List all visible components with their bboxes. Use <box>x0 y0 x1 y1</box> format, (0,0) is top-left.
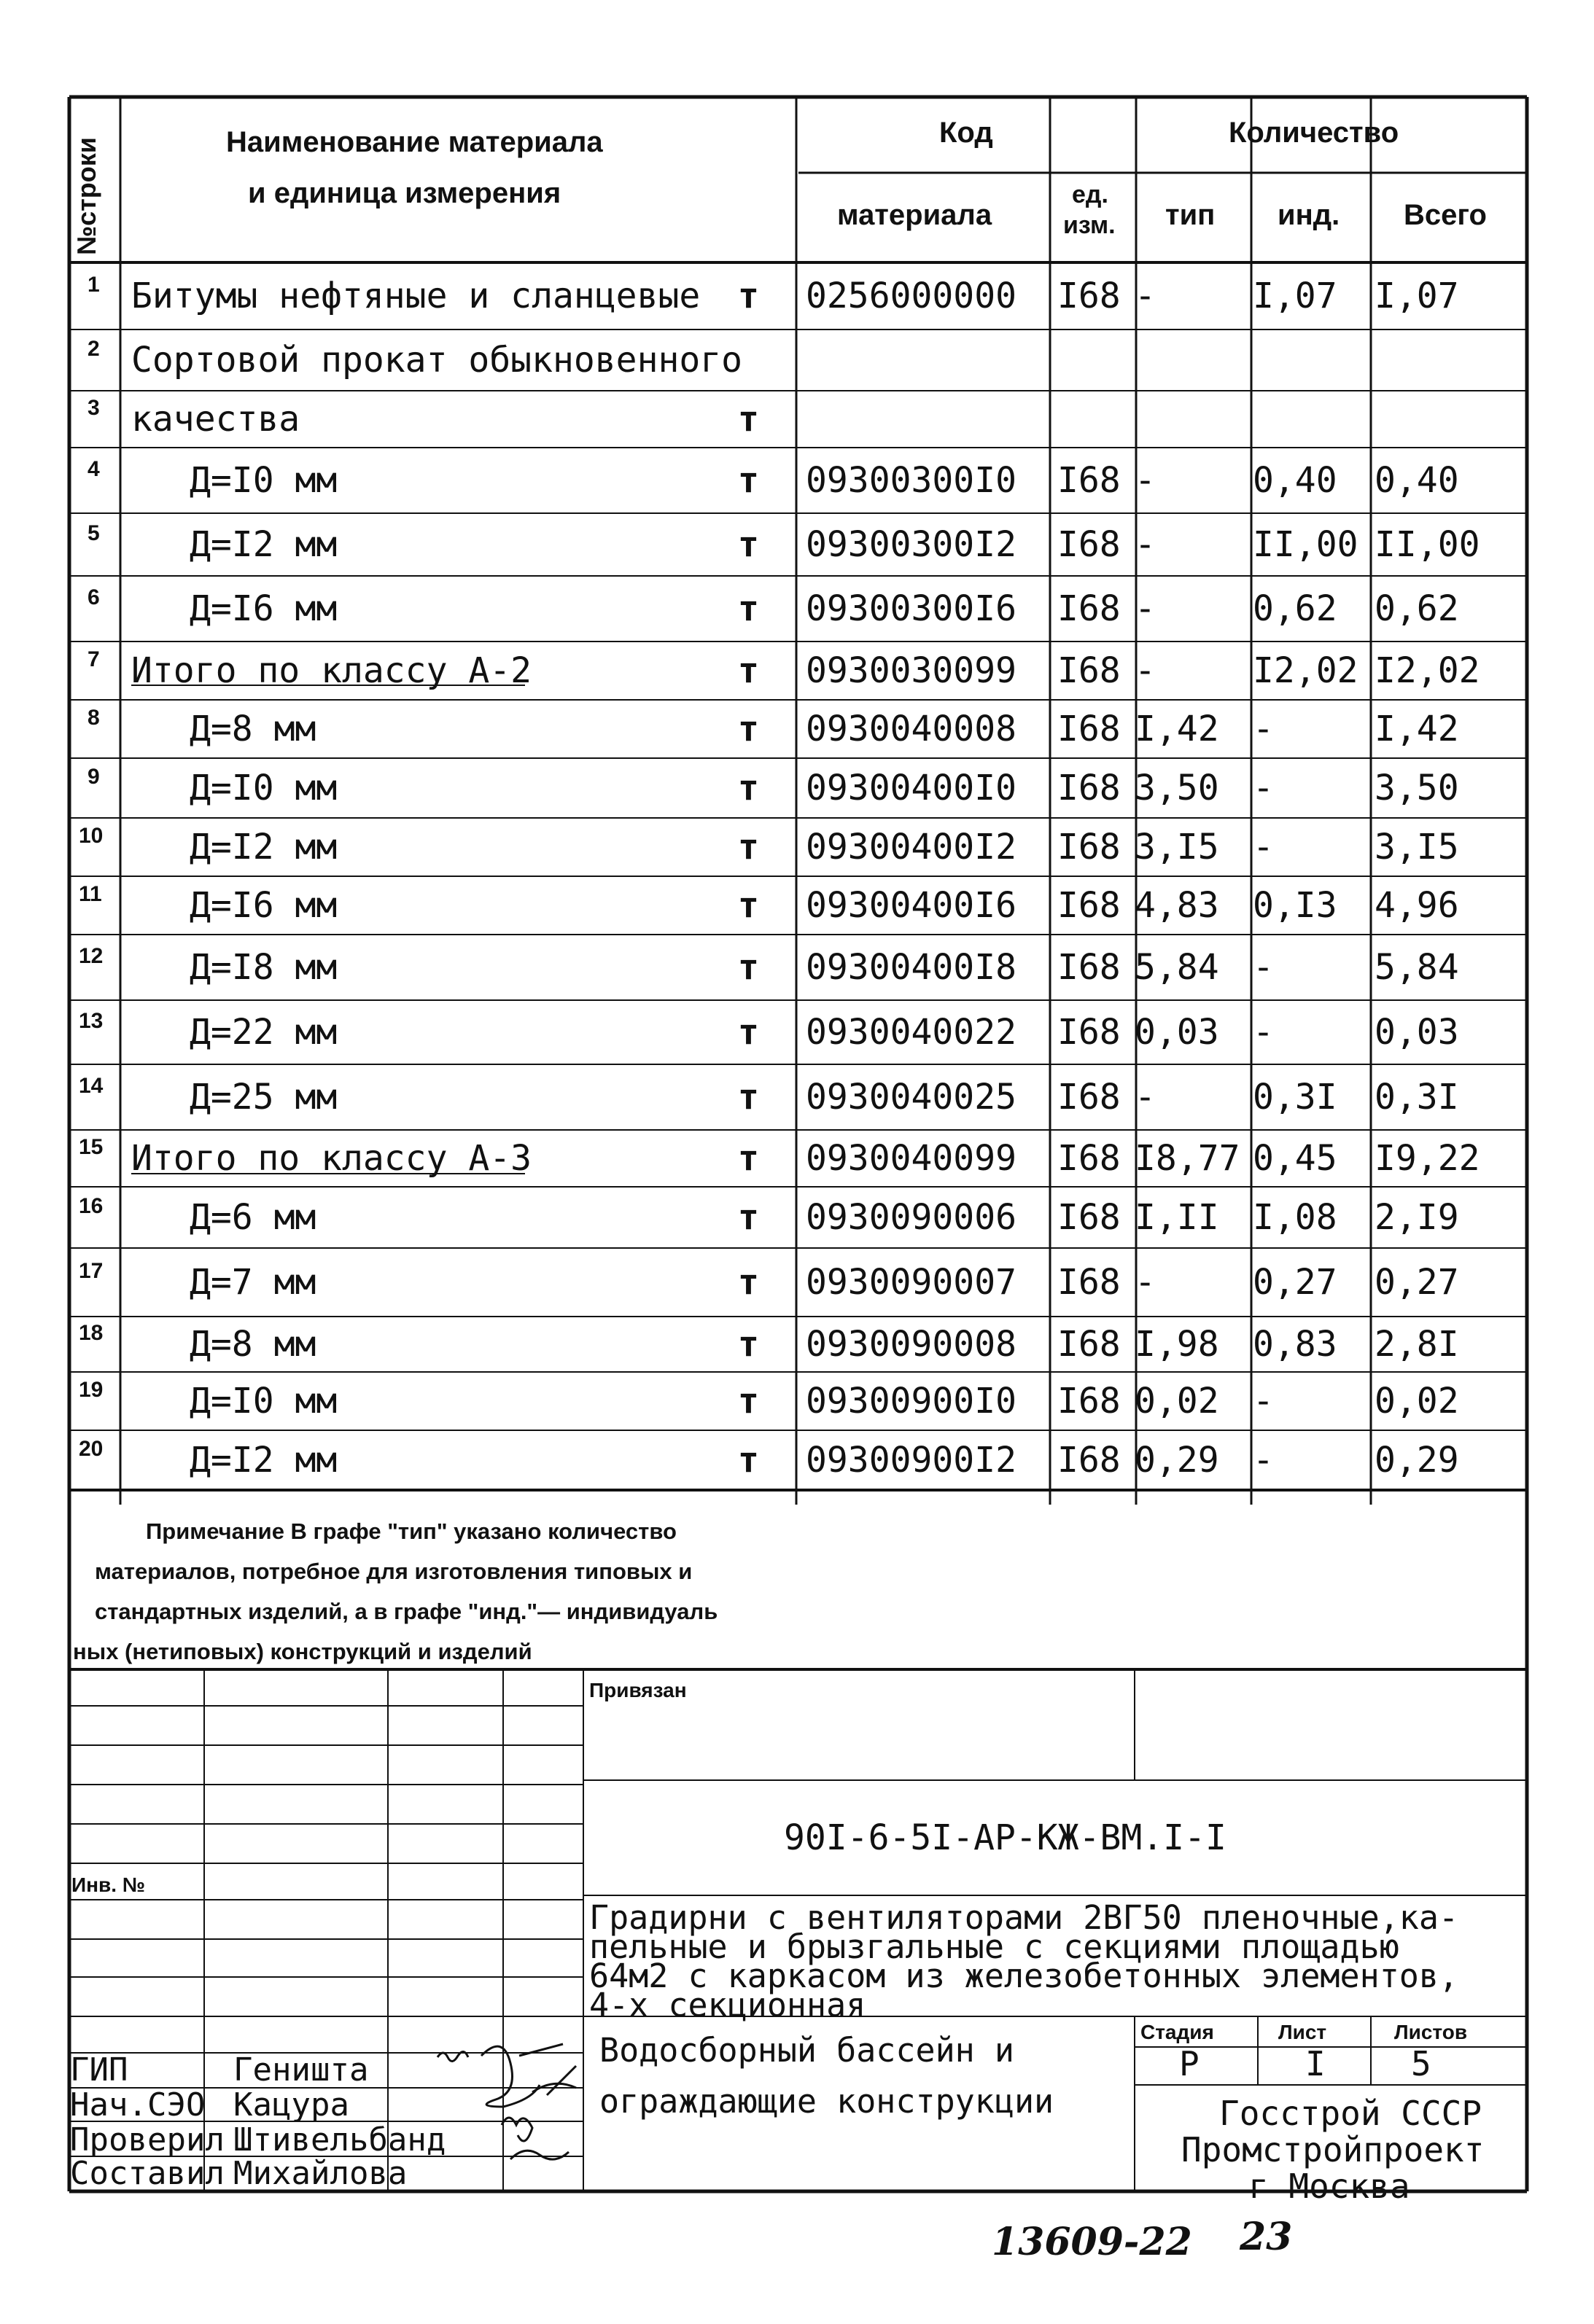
row-number: 10 <box>79 824 104 848</box>
qty-type: 3,50 <box>1135 768 1219 808</box>
qty-individual: 0,45 <box>1253 1138 1337 1179</box>
qty-individual: 0,I3 <box>1253 885 1337 926</box>
row-number: 11 <box>79 882 102 906</box>
row-number: 15 <box>79 1135 104 1159</box>
unit-code: I68 <box>1057 1324 1121 1365</box>
code-header: Код <box>939 117 993 149</box>
unit-code: I68 <box>1057 947 1121 988</box>
unit-code: I68 <box>1057 1381 1121 1422</box>
material-code: 09300900I2 <box>806 1440 1016 1481</box>
material-unit: т <box>738 399 759 440</box>
qty-type: I8,77 <box>1135 1138 1240 1179</box>
note-line3: стандартных изделий, а в графе "инд."— индивидуаль <box>95 1599 718 1624</box>
unit-code: I68 <box>1057 1077 1121 1118</box>
material-name: Д=25 мм <box>190 1077 338 1118</box>
material-unit: т <box>738 650 759 691</box>
material-name-header-line1: Наименование материала <box>226 126 603 158</box>
material-unit: т <box>738 947 759 988</box>
qty-total: 0,3I <box>1375 1077 1459 1118</box>
material-name: Д=I2 мм <box>190 827 338 867</box>
row-number: 6 <box>88 585 100 609</box>
unit-code: I68 <box>1057 768 1121 808</box>
material-code: 0930040099 <box>806 1138 1016 1179</box>
material-code: 0930040025 <box>806 1077 1016 1118</box>
material-name: Д=I2 мм <box>190 1440 338 1481</box>
material-code: 09300400I6 <box>806 885 1016 926</box>
organization-line1: Госстрой СССР <box>1219 2094 1482 2133</box>
quantity-total-header: Всего <box>1404 199 1487 231</box>
material-code: 09300900I0 <box>806 1381 1016 1422</box>
qty-type: I,II <box>1135 1197 1219 1238</box>
qty-type: 4,83 <box>1135 885 1219 926</box>
row-number: 19 <box>79 1378 104 1402</box>
qty-individual: - <box>1253 1012 1274 1053</box>
material-name: Д=8 мм <box>190 1324 316 1365</box>
sheet-title-line2: ограждающие конструкции <box>599 2082 1054 2121</box>
stage-label: Стадия <box>1140 2021 1214 2043</box>
unit-code: I68 <box>1057 1440 1121 1481</box>
row-number: 5 <box>88 521 100 545</box>
row-number: 8 <box>88 706 100 730</box>
material-code: 0930090006 <box>806 1197 1016 1238</box>
note-line2: материалов, потребное для изготовления типовых и <box>95 1559 693 1584</box>
material-unit: т <box>738 524 759 565</box>
qty-type: 5,84 <box>1135 947 1219 988</box>
material-name: Д=I0 мм <box>190 768 338 808</box>
stage-value: Р <box>1179 2044 1200 2083</box>
unit-code: I68 <box>1057 524 1121 565</box>
unit-code: I68 <box>1057 460 1121 501</box>
row-number: 7 <box>88 647 100 671</box>
qty-individual: I,07 <box>1253 276 1337 316</box>
material-name: Д=8 мм <box>190 709 316 749</box>
qty-individual: 0,62 <box>1253 588 1337 629</box>
project-title-line4: 4-х секционная <box>589 1986 866 2024</box>
qty-individual: 0,27 <box>1253 1262 1337 1303</box>
unit-code: I68 <box>1057 588 1121 629</box>
qty-total: 0,03 <box>1375 1012 1459 1053</box>
row-number: 4 <box>88 457 100 481</box>
qty-total: 3,I5 <box>1375 827 1459 867</box>
material-code: 0930030099 <box>806 650 1016 691</box>
material-code: 09300300I0 <box>806 460 1016 501</box>
material-name: Битумы нефтяные и сланцевые <box>131 276 701 316</box>
row-number: 18 <box>79 1321 104 1345</box>
organization-line2: Промстройпроект <box>1181 2130 1485 2169</box>
qty-type: I,98 <box>1135 1324 1219 1365</box>
row-number: 13 <box>79 1009 104 1033</box>
qty-type: 3,I5 <box>1135 827 1219 867</box>
material-name: Д=7 мм <box>190 1262 316 1303</box>
material-unit: т <box>738 1440 759 1481</box>
qty-type: - <box>1135 1262 1156 1303</box>
qty-type: 0,29 <box>1135 1440 1219 1481</box>
qty-individual: I,08 <box>1253 1197 1337 1238</box>
signer-name: Кацура <box>233 2086 349 2124</box>
unit-code: I68 <box>1057 650 1121 691</box>
sheets-count-label: Листов <box>1394 2021 1468 2043</box>
project-title-line2: пельные и брызгальные с секциями площадью <box>589 1927 1399 1966</box>
material-name: качества <box>131 399 300 440</box>
row-number: 20 <box>79 1437 104 1461</box>
sheet-label: Лист <box>1278 2021 1327 2043</box>
qty-individual: - <box>1253 709 1274 749</box>
material-unit: т <box>738 588 759 629</box>
material-code: 0256000000 <box>806 276 1016 316</box>
qty-total: 4,96 <box>1375 885 1459 926</box>
material-code: 0930090007 <box>806 1262 1016 1303</box>
qty-total: I9,22 <box>1375 1138 1480 1179</box>
quantity-ind-header: инд. <box>1278 199 1340 231</box>
note-line1: Примечание В графе "тип" указано количество <box>146 1518 677 1544</box>
unit-code: I68 <box>1057 1197 1121 1238</box>
material-name: Итого по классу А-3 <box>131 1138 532 1179</box>
signer-name: Геништа <box>233 2051 369 2089</box>
unit-code: I68 <box>1057 709 1121 749</box>
qty-type: - <box>1135 460 1156 501</box>
qty-individual: - <box>1253 947 1274 988</box>
signer-name: Штивельбанд <box>233 2121 446 2159</box>
qty-type: - <box>1135 524 1156 565</box>
material-unit: т <box>738 827 759 867</box>
attached-label: Привязан <box>589 1679 687 1701</box>
material-code: 09300400I2 <box>806 827 1016 867</box>
row-number: 2 <box>88 337 100 361</box>
material-name: Д=I2 мм <box>190 524 338 565</box>
qty-type: - <box>1135 650 1156 691</box>
unit-code: I68 <box>1057 1138 1121 1179</box>
material-unit: т <box>738 1262 759 1303</box>
material-name: Д=I0 мм <box>190 1381 338 1422</box>
material-unit: т <box>738 1138 759 1179</box>
material-unit: т <box>738 1077 759 1118</box>
qty-total: 2,I9 <box>1375 1197 1459 1238</box>
material-code: 0930090008 <box>806 1324 1016 1365</box>
row-number: 12 <box>79 944 104 968</box>
quantity-header: Количество <box>1229 117 1399 149</box>
signer-role: Проверил <box>70 2121 225 2159</box>
material-code: 09300300I6 <box>806 588 1016 629</box>
qty-type: 0,02 <box>1135 1381 1219 1422</box>
qty-individual: - <box>1253 1440 1274 1481</box>
qty-individual: I2,02 <box>1253 650 1358 691</box>
qty-type: - <box>1135 588 1156 629</box>
code-material-header: материала <box>837 199 992 231</box>
page-number: 23 <box>1240 2215 1293 2259</box>
unit-code: I68 <box>1057 1262 1121 1303</box>
material-name: Итого по классу А-2 <box>131 650 532 691</box>
qty-total: 3,50 <box>1375 768 1459 808</box>
signer-role: ГИП <box>70 2051 128 2089</box>
material-name: Д=I8 мм <box>190 947 338 988</box>
material-unit: т <box>738 768 759 808</box>
signer-role: Нач.СЭО <box>70 2086 206 2124</box>
material-unit: т <box>738 276 759 316</box>
qty-individual: 0,40 <box>1253 460 1337 501</box>
material-name: Д=I6 мм <box>190 885 338 926</box>
qty-type: - <box>1135 1077 1156 1118</box>
qty-individual: - <box>1253 1381 1274 1422</box>
qty-total: 0,29 <box>1375 1440 1459 1481</box>
qty-type: - <box>1135 276 1156 316</box>
material-unit: т <box>738 1012 759 1053</box>
signer-name: Михайлова <box>233 2155 408 2192</box>
qty-total: I,07 <box>1375 276 1459 316</box>
qty-individual: - <box>1253 827 1274 867</box>
unit-code: I68 <box>1057 1012 1121 1053</box>
material-name: Д=22 мм <box>190 1012 338 1053</box>
unit-code: I68 <box>1057 885 1121 926</box>
material-unit: т <box>738 885 759 926</box>
inventory-number-label: Инв. № <box>71 1873 146 1896</box>
material-unit: т <box>738 709 759 749</box>
signer-role: Составил <box>70 2155 225 2192</box>
unit-code: I68 <box>1057 827 1121 867</box>
material-name: Сортовой прокат обыкновенного <box>131 340 743 381</box>
sheet-title-line1: Водосборный бассейн и <box>599 2031 1014 2070</box>
material-code: 0930040022 <box>806 1012 1016 1053</box>
unit-code: I68 <box>1057 276 1121 316</box>
document-code: 90I-6-5I-АР-КЖ-ВМ.I-I <box>784 1817 1226 1858</box>
row-number: 16 <box>79 1194 104 1218</box>
qty-total: 0,40 <box>1375 460 1459 501</box>
project-title-line1: Градирни с вентиляторами 2ВГ50 пленочные,ка- <box>589 1898 1459 1937</box>
qty-total: 0,27 <box>1375 1262 1459 1303</box>
row-number: 1 <box>88 273 100 297</box>
qty-individual: 0,83 <box>1253 1324 1337 1365</box>
material-code: 09300400I0 <box>806 768 1016 808</box>
row-number: 9 <box>88 765 100 789</box>
qty-total: 2,8I <box>1375 1324 1459 1365</box>
material-name-header-line2: и единица измерения <box>248 177 561 209</box>
qty-total: I2,02 <box>1375 650 1480 691</box>
material-unit: т <box>738 1381 759 1422</box>
sheets-count-value: 5 <box>1411 2044 1431 2083</box>
qty-total: 0,62 <box>1375 588 1459 629</box>
material-code: 09300400I8 <box>806 947 1016 988</box>
material-name: Д=6 мм <box>190 1197 316 1238</box>
row-number-header: №строки <box>71 137 101 255</box>
code-unit-header-line2: изм. <box>1063 211 1116 239</box>
qty-individual: - <box>1253 768 1274 808</box>
organization-line3: г Москва <box>1248 2167 1410 2206</box>
qty-total: 0,02 <box>1375 1381 1459 1422</box>
note-line4: ных (нетиповых) конструкций и изделий <box>73 1639 532 1664</box>
qty-individual: 0,3I <box>1253 1077 1337 1118</box>
code-unit-header-line1: ед. <box>1072 181 1108 208</box>
row-number: 14 <box>79 1074 104 1098</box>
material-code: 09300300I2 <box>806 524 1016 565</box>
material-name: Д=I6 мм <box>190 588 338 629</box>
material-name: Д=I0 мм <box>190 460 338 501</box>
qty-total: 5,84 <box>1375 947 1459 988</box>
material-unit: т <box>738 1324 759 1365</box>
row-number: 17 <box>79 1259 104 1283</box>
quantity-type-header: тип <box>1165 199 1216 231</box>
project-title-line3: 64м2 с каркасом из железобетонных элементов, <box>589 1957 1459 1995</box>
material-unit: т <box>738 460 759 501</box>
sheet-value: I <box>1305 2044 1326 2083</box>
material-code: 0930040008 <box>806 709 1016 749</box>
qty-total: II,00 <box>1375 524 1480 565</box>
row-number: 3 <box>88 396 100 420</box>
qty-type: I,42 <box>1135 709 1219 749</box>
qty-type: 0,03 <box>1135 1012 1219 1053</box>
archive-number: 13609-22 <box>992 2220 1192 2264</box>
material-unit: т <box>738 1197 759 1238</box>
qty-individual: II,00 <box>1253 524 1358 565</box>
qty-total: I,42 <box>1375 709 1459 749</box>
